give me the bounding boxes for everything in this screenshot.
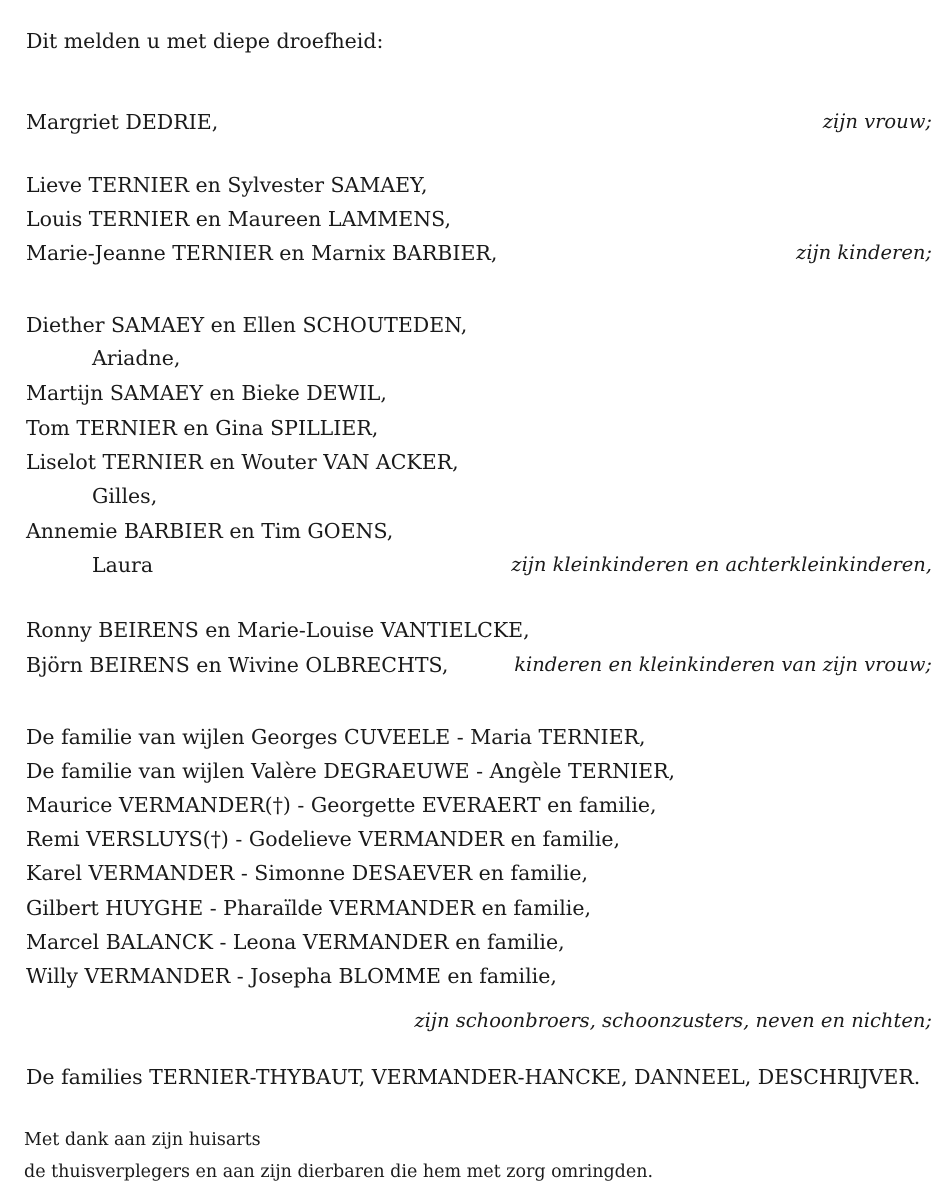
family-member-name: Maurice VERMANDER(†) - Georgette EVERAERT en familie, (26, 793, 657, 817)
in-law-entry (26, 927, 932, 957)
family-member-name: Martijn SAMAEY en Bieke DEWIL, (26, 381, 387, 405)
family-member-name: Marie-Jeanne TERNIER en Marnix BARBIER, (26, 241, 498, 265)
in-law-entry (26, 893, 932, 923)
families-entry (26, 1062, 932, 1092)
relation-label-stepchildren: kinderen en kleinkinderen van zijn vrouw; (514, 653, 932, 676)
family-member-name: Lieve TERNIER en Sylvester SAMAEY, (26, 173, 428, 197)
family-member-name: Diether SAMAEY en Ellen SCHOUTEDEN, (26, 313, 468, 337)
grandchildren-entry (26, 413, 932, 443)
stepchildren-entry (26, 650, 932, 680)
in-law-entry (26, 790, 932, 820)
thanks-text: Met dank aan zijn huisarts (24, 1130, 261, 1150)
relation-label-grandchildren: zijn kleinkinderen en achterkleinkinderen, (511, 553, 932, 576)
family-member-name: Remi VERSLUYS(†) - Godelieve VERMANDER en familie, (26, 827, 621, 851)
family-member-name: Margriet DEDRIE, (26, 110, 219, 134)
grandchildren-entry (26, 378, 932, 408)
family-member-name: De familie van wijlen Georges CUVEELE - Maria TERNIER, (26, 725, 646, 749)
children-entry (26, 238, 932, 268)
family-member-name: Laura (92, 553, 154, 577)
grandchildren-entry (26, 447, 932, 477)
family-member-name: Willy VERMANDER - Josepha BLOMME en familie, (26, 964, 557, 988)
family-member-name: Gilles, (92, 484, 158, 508)
in-law-entry (26, 858, 932, 888)
in-law-relation (26, 1006, 932, 1036)
intro-line: Dit melden u met diepe droefheid: (26, 29, 384, 53)
grandchildren-entry (26, 310, 932, 340)
children-entry (26, 170, 932, 200)
family-member-name: Gilbert HUYGHE - Pharaïlde VERMANDER en familie, (26, 896, 591, 920)
relation-label-wife: zijn vrouw; (822, 110, 932, 133)
in-law-entry (26, 722, 932, 752)
great-grandchild-entry (26, 550, 932, 580)
family-member-name: Louis TERNIER en Maureen LAMMENS, (26, 207, 451, 231)
relation-label-in-laws: zijn schoonbroers, schoonzusters, neven en nichten; (414, 1009, 932, 1032)
stepchildren-entry (26, 615, 932, 645)
family-member-name: Björn BEIRENS en Wivine OLBRECHTS, (26, 653, 449, 677)
wife-entry (26, 107, 932, 137)
family-member-name: Ariadne, (92, 346, 181, 370)
in-law-entry (26, 756, 932, 786)
family-member-name: Liselot TERNIER en Wouter VAN ACKER, (26, 450, 459, 474)
grandchildren-entry (26, 516, 932, 546)
family-member-name: Ronny BEIRENS en Marie-Louise VANTIELCKE, (26, 618, 530, 642)
family-member-name: Karel VERMANDER - Simonne DESAEVER en familie, (26, 861, 589, 885)
families-text: De families TERNIER-THYBAUT, VERMANDER-HANCKE, DANNEEL, DESCHRIJVER. (26, 1065, 921, 1089)
family-member-name: Tom TERNIER en Gina SPILLIER, (26, 416, 379, 440)
family-member-name: Annemie BARBIER en Tim GOENS, (26, 519, 394, 543)
children-entry (26, 204, 932, 234)
in-law-entry (26, 961, 932, 991)
great-grandchild-entry (26, 481, 932, 511)
great-grandchild-entry (26, 343, 932, 373)
family-member-name: De familie van wijlen Valère DEGRAEUWE - Angèle TERNIER, (26, 759, 676, 783)
in-law-entry (26, 824, 932, 854)
family-member-name: Marcel BALANCK - Leona VERMANDER en familie, (26, 930, 565, 954)
relation-label-children: zijn kinderen; (796, 241, 932, 264)
thanks-text: de thuisverplegers en aan zijn dierbaren die hem met zorg omringden. (24, 1162, 654, 1182)
